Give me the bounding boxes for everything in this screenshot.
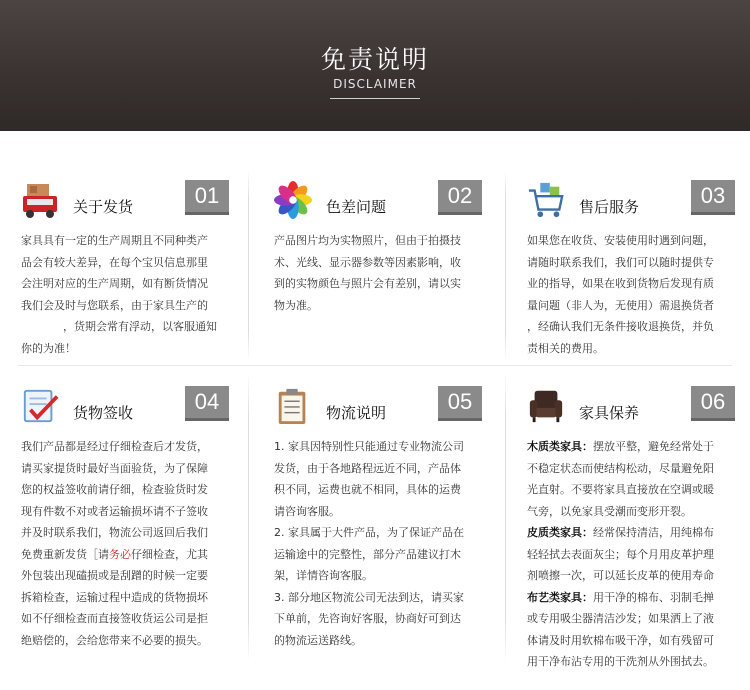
card-title: 色差问题 (326, 198, 387, 216)
card-number: 03 (691, 180, 735, 212)
card-number: 06 (691, 386, 735, 418)
card-title: 物流说明 (326, 404, 387, 422)
card-number: 02 (438, 180, 482, 212)
checklist-icon (21, 386, 59, 426)
card-body: 木质类家具：摆放平整，避免经常处于 不稳定状态而使结构松动，尽量避免阳 光直射。不要将家具直接放在空调或暖 气旁，以免家具受潮而变形开裂。 皮质类家具：经常保持清洁，用纯棉布 轻轻拭去表面灰尘；每个月用皮革护理 剂喷擦一次，可以延长皮革的使用寿命 布艺类家具：用干净的棉布、羽制毛掸 或专用吸尘器清洁沙发；如果洒上了液 体请及时用软棉布吸干净，如有残留可 用干净布沾专用的干洗剂从外围拭去。 (527, 440, 714, 668)
card-number: 04 (185, 386, 229, 418)
card-number: 01 (185, 180, 229, 212)
card-title: 家具保养 (579, 404, 640, 422)
emphasis-text: 务必 (109, 547, 131, 561)
color-wheel-icon (274, 180, 312, 220)
card-title: 关于发货 (73, 198, 134, 216)
shopping-cart-icon (527, 180, 565, 220)
card-number: 05 (438, 386, 482, 418)
row-divider (18, 365, 732, 366)
card-body: 我们产品都是经过仔细检查后才发货， 请买家提货时最好当面验货，为了保障 您的权益签收前请仔细，检查验货时发 现有件数不对或者运输损坏请不子签收 并及时联系我们，物流公司返回后我们 免费重新发货［请务必仔细检查，尤其 外包装出现磕损或是刮蹭的时候一定要 拆箱检查，运输过程中造成的货物损坏 如不仔细检查而直接签收货运公司是拒 绝赔偿的，会给您带来不必要的损失。 (21, 440, 208, 647)
card-body: 家具具有一定的生产周期且不同种类产 品会有较大差异，在每个宝贝信息那里 会注明对应的生产周期，如有断货情况 我们会及时与您联系，由于家具生产的 ，货期会常有浮动，以客服通知 你的为准！ (21, 234, 217, 355)
card-title: 售后服务 (579, 198, 640, 216)
truck-icon (21, 180, 59, 220)
page-subtitle: DISCLAIMER (333, 77, 417, 91)
card-title: 货物签收 (73, 404, 134, 422)
clipboard-icon (274, 386, 312, 426)
armchair-icon (527, 386, 565, 426)
subtitle-underline (330, 98, 420, 99)
card-body: 产品图片均为实物照片，但由于拍摄技 术、光线、显示器参数等因素影响，收 到的实物颜色与照片会有差别，请以实 物为准。 (274, 234, 461, 312)
card-body: 如果您在收货、安装使用时遇到问题， 请随时联系我们，我们可以随时提供专 业的指导，如果在收到货物后发现有质 量问题（非人为，无使用）需退换货者 ，经确认我们无条件接收退换货，并负 责相关的费用。 (527, 234, 714, 355)
header-banner (0, 0, 750, 131)
page-title: 免责说明 (320, 45, 429, 74)
card-body: 1. 家具因特别性只能通过专业物流公司 发货，由于各地路程远近不同，产品体 积不同，运费也就不相同，具体的运费 请咨询客服。 2. 家具属于大件产品，为了保证产品在 运输途中的完整性，部分产品建议打木 架，详情咨询客服。 3. 部分地区物流公司无法到达，请买家 下单前，先咨询好客服，协商好可到达 的物流运送路线。 (274, 440, 464, 647)
